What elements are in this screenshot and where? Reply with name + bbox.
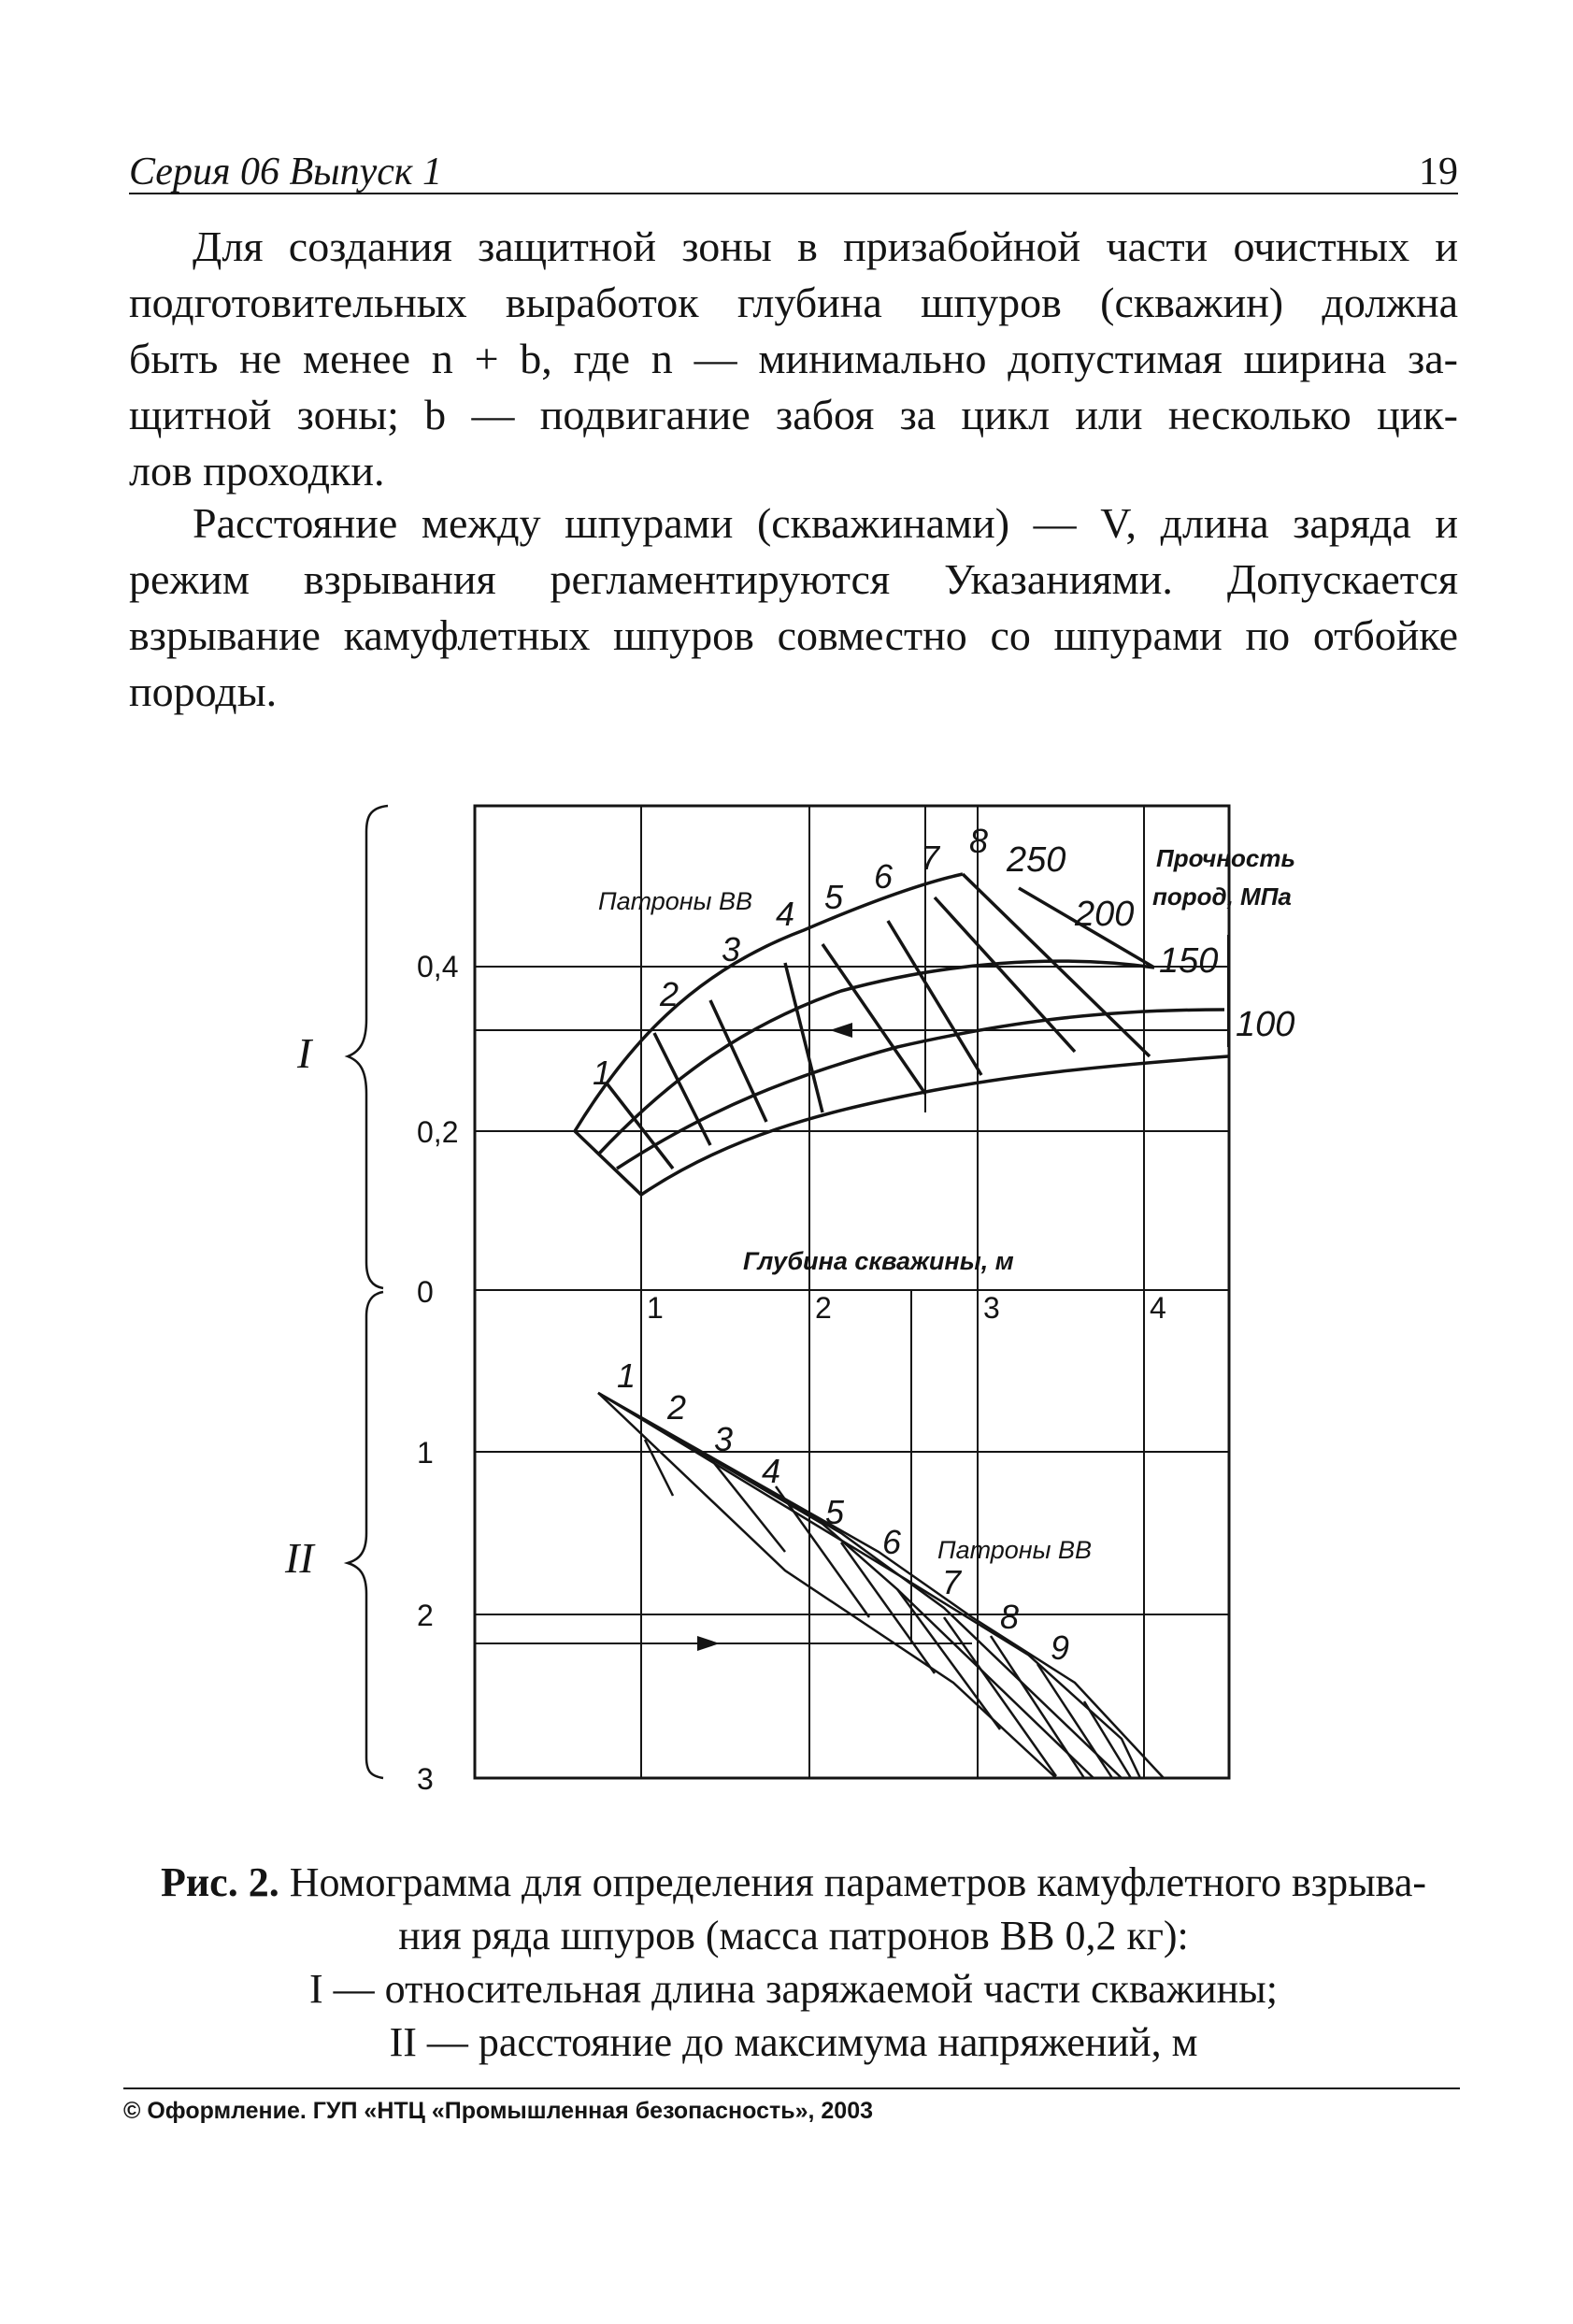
strength-value-250: 250 [1007,840,1066,880]
y-tick-1: 1 [417,1436,434,1470]
cartridge-number-bottom-2: 2 [667,1388,687,1427]
text-line: подготовительных выработок глубина шпуров (скважин) должна [129,279,1458,326]
cartridge-number-bottom-9: 9 [1051,1628,1070,1667]
depth-axis-label: Глубина скважины, м [743,1247,1014,1275]
cartridge-number-bottom-3: 3 [714,1420,734,1458]
section-label-II: II [285,1534,314,1582]
guide-arrows [697,1023,852,1651]
cartridge-number-top-8: 8 [969,822,989,860]
text-line: породы. [129,667,278,715]
caption-line-2: ния ряда шпуров (масса патронов ВВ 0,2 кг): [398,1913,1189,1958]
cartridge-number-top-2: 2 [660,975,679,1013]
x-tick-2: 2 [815,1291,832,1325]
caption-line-3: I — относительная длина заряжаемой части скважины; [309,1966,1278,2012]
caption-text-1: Номограмма для определения параметров камуфлетного взрыва- [289,1859,1427,1905]
cartridges-label-top: Патроны ВВ [598,887,753,915]
cartridge-number-bottom-1: 1 [617,1356,636,1395]
section-label-I: I [297,1029,312,1077]
cartridge-number-bottom-5: 5 [825,1493,845,1531]
cartridge-number-bottom-6: 6 [882,1523,902,1561]
cartridge-number-top-5: 5 [824,878,844,916]
x-tick-4: 4 [1150,1291,1166,1325]
figure-caption [129,1856,1458,2069]
text-line: щитной зоны; b — подвигание забоя за цикл или несколько цик- [129,391,1458,438]
text-line: взрывание камуфлетных шпуров совместно со шпурами по отбойке [129,611,1458,659]
strength-value-200: 200 [1075,895,1135,934]
x-tick-3: 3 [983,1291,1000,1325]
y-tick-0.4: 0,4 [417,950,459,983]
cartridge-number-top-7: 7 [921,839,940,877]
caption-line-1 [129,1856,1458,1909]
copyright-footer: © Оформление. ГУП «НТЦ «Промышленная безопасность», 2003 [123,2098,874,2124]
strength-value-150: 150 [1159,941,1219,981]
cartridge-number-top-4: 4 [776,895,795,933]
lower-nomogram-lines [598,1393,1164,1778]
y-tick-2: 2 [417,1599,434,1632]
cartridge-number-bottom-8: 8 [1000,1598,1020,1636]
cartridge-number-top-6: 6 [874,857,894,896]
cartridge-number-bottom-7: 7 [942,1563,962,1601]
section-brackets [348,806,388,1778]
text-line: Расстояние между шпурами (скважинами) — V, длина заряда и [193,499,1458,547]
text-line: лов проходки. [129,447,385,495]
cartridge-number-bottom-4: 4 [762,1452,781,1490]
text-line: быть не менее n + b, где n — минимально допустимая ширина за- [129,335,1458,382]
y-tick-3: 3 [417,1762,434,1796]
text-line: Для создания защитной зоны в призабойной части очистных и [193,222,1458,270]
page-number: 19 [1419,151,1458,194]
footer-rule [123,2087,1460,2089]
y-tick-0: 0 [417,1275,434,1309]
strength-value-100: 100 [1236,1005,1295,1044]
y-tick-0.2: 0,2 [417,1115,459,1149]
strength-label-line2: пород, МПа [1152,882,1292,911]
strength-label-line1: Прочность [1156,844,1295,872]
cartridge-number-top-3: 3 [722,930,741,968]
caption-line-4: II — расстояние до максимума напряжений, м [389,2019,1198,2065]
cartridges-label-bottom: Патроны ВВ [937,1536,1093,1564]
plot-frame [475,806,1229,1778]
text-line: режим взрывания регламентируются Указаниями. Допускается [129,555,1458,603]
series-title: Серия 06 Выпуск 1 [129,151,442,194]
cartridge-number-top-1: 1 [593,1054,612,1092]
caption-label: Рис. 2. [160,1859,279,1905]
x-tick-1: 1 [647,1291,664,1325]
